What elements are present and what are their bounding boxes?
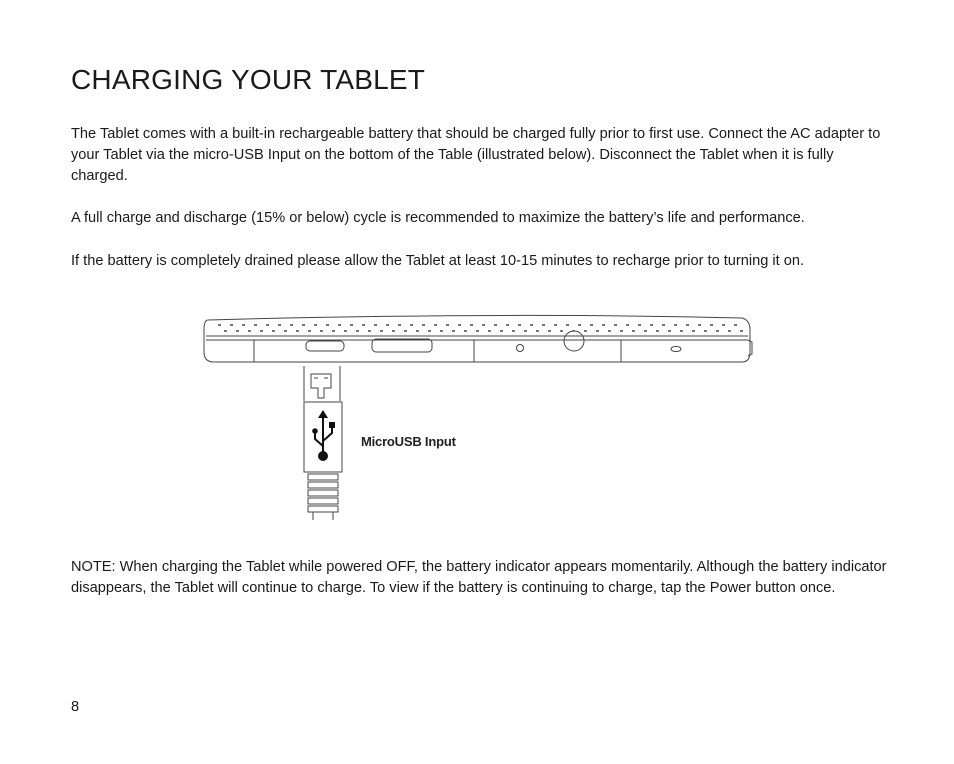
texture-dot [644,330,647,332]
texture-dot [662,324,665,326]
texture-dot [386,324,389,326]
texture-dot [614,324,617,326]
texture-dot [590,324,593,326]
charging-illustration [196,306,762,528]
texture-dot [218,324,221,326]
texture-dot [242,324,245,326]
texture-dot [560,330,563,332]
texture-dot [740,330,743,332]
texture-dot [674,324,677,326]
page-number: 8 [71,699,80,715]
texture-dot [416,330,419,332]
texture-dot [422,324,425,326]
texture-dot [332,330,335,332]
texture-dot [464,330,467,332]
texture-dot [722,324,725,326]
texture-dot [452,330,455,332]
texture-dot [296,330,299,332]
texture-dot [572,330,575,332]
texture-dot [272,330,275,332]
texture-dot [512,330,515,332]
texture-dot [458,324,461,326]
texture-dot [404,330,407,332]
texture-dot [236,330,239,332]
texture-dot [314,324,317,326]
microusb-input-label: MicroUSB Input [361,434,456,449]
texture-dot [734,324,737,326]
texture-dot [380,330,383,332]
texture-dot [518,324,521,326]
texture-dot [620,330,623,332]
texture-dot [530,324,533,326]
texture-dot [356,330,359,332]
texture-dot [728,330,731,332]
texture-dot [446,324,449,326]
texture-dot [668,330,671,332]
texture-dot [266,324,269,326]
texture-dot [290,324,293,326]
texture-dot [488,330,491,332]
texture-dot [710,324,713,326]
texture-dot [680,330,683,332]
charge-cycle-paragraph: A full charge and discharge (15% or below) cycle is recommended to maximize the battery’s life and performance. [71,210,805,226]
texture-dot [500,330,503,332]
texture-dot [524,330,527,332]
texture-dot [326,324,329,326]
note-paragraph: NOTE: When charging the Tablet while powered OFF, the battery indicator appears momentarily. Although the battery indicator disappears, the Tablet will continue to charge. To view if the battery is continuing to charge, tap the Power button once. [71,559,887,596]
texture-dot [224,330,227,332]
texture-dot [548,330,551,332]
texture-dot [686,324,689,326]
texture-dot [254,324,257,326]
texture-dot [368,330,371,332]
texture-dot [608,330,611,332]
texture-dot [692,330,695,332]
texture-dot [440,330,443,332]
texture-dot [320,330,323,332]
texture-dot [656,330,659,332]
page-title: CHARGING YOUR TABLET [71,64,426,95]
texture-dot [284,330,287,332]
texture-dot [632,330,635,332]
texture-dot [704,330,707,332]
texture-dot [362,324,365,326]
texture-dot [650,324,653,326]
texture-dot [392,330,395,332]
texture-dot [602,324,605,326]
texture-dot [374,324,377,326]
texture-dot [494,324,497,326]
intro-paragraph: The Tablet comes with a built-in rechargeable battery that should be charged fully prior to first use. Connect the AC adapter to your Tablet via the micro-USB Input on the bottom of the Table (illustrated below). Disconnect the Tablet when it is fully charged. [71,126,881,184]
texture-dot [596,330,599,332]
texture-dot [716,330,719,332]
texture-dot [476,330,479,332]
texture-dot [434,324,437,326]
texture-dot [248,330,251,332]
tablet-dot-texture [218,324,743,332]
texture-dot [260,330,263,332]
texture-dot [698,324,701,326]
texture-dot [506,324,509,326]
texture-dot [308,330,311,332]
texture-dot [302,324,305,326]
texture-dot [542,324,545,326]
texture-dot [350,324,353,326]
texture-dot [536,330,539,332]
texture-dot [344,330,347,332]
texture-dot [626,324,629,326]
tablet-bottom-edge-illustration [196,306,762,528]
texture-dot [554,324,557,326]
texture-dot [338,324,341,326]
texture-dot [398,324,401,326]
texture-dot [638,324,641,326]
texture-dot [410,324,413,326]
texture-dot [278,324,281,326]
usb-symbol-icon [312,410,335,461]
drained-battery-paragraph: If the battery is completely drained please allow the Tablet at least 10-15 minutes to recharge prior to turning it on. [71,253,805,269]
texture-dot [482,324,485,326]
texture-dot [230,324,233,326]
texture-dot [566,324,569,326]
texture-dot [578,324,581,326]
texture-dot [470,324,473,326]
texture-dot [428,330,431,332]
texture-dot [584,330,587,332]
